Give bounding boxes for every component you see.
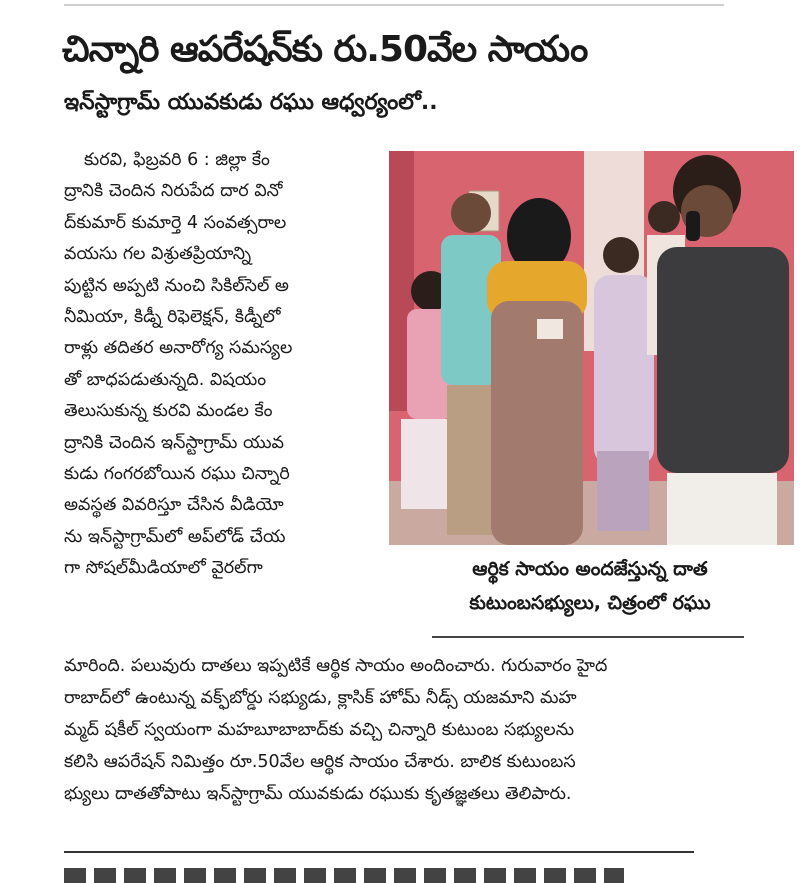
caption-line: కుటుంబసభ్యులు, చిత్రంలో రఘు	[469, 592, 711, 614]
top-divider	[64, 4, 724, 6]
article-column-text	[64, 145, 382, 584]
caption-line: ఆర్థిక సాయం అందజేస్తున్న దాత	[472, 558, 708, 580]
body-line: ద్రానికి చెందిన నిరుపేద దార వినో	[64, 181, 283, 202]
photo-caption	[400, 552, 780, 620]
body-line: తెలుసుకున్న కురవి మండల కేం	[64, 401, 273, 422]
subheadline: ఇన్‌స్టాగ్రామ్ యువకుడు రఘు ఆధ్వర్యంలో..	[64, 90, 438, 115]
body-line: పుట్టిన అప్పటి నుంచి సికిల్‌సెల్ అ	[64, 275, 289, 296]
headline: చిన్నారి ఆపరేషన్‌కు రు.50వేల సాయం	[62, 29, 588, 70]
photo-illustration	[389, 151, 794, 545]
body-line: కుడు గంగరబోయిన రఘు చిన్నారి	[64, 463, 290, 484]
body-line: భ్యులు దాతతోపాటు ఇన్‌స్టాగ్రామ్ యువకుడు రఘుకు కృతజ్ఞతలు తెలిపారు.	[64, 784, 572, 804]
body-line: మారింది. పలువురు దాతలు ఇప్పటికే ఆర్థిక సాయం అందించారు. గురువారం హైద	[64, 656, 608, 676]
body-line: రాళ్లు తదితర అనారోగ్య సమస్యల	[64, 338, 293, 359]
body-line: కురవి, ఫిబ్రవరి 6 : జిల్లా కేం	[84, 150, 270, 170]
body-line: కలిసి ఆపరేషన్ నిమిత్తం రూ.50వేల ఆర్థిక సాయం చేశారు. బాలిక కుటుంబస	[64, 752, 576, 772]
body-line: ద్‌కుమార్ కుమార్తె 4 సంవత్సరాల	[64, 212, 287, 233]
body-line: అవస్థత వివరిస్తూ చేసిన వీడియో	[64, 495, 284, 516]
body-line: ను ఇన్‌స్టాగ్రామ్‌లో అప్‌లోడ్ చేయ	[64, 526, 286, 547]
article-wide-text	[64, 650, 776, 810]
next-article-cropped-heading	[64, 868, 624, 883]
caption-divider	[432, 636, 744, 638]
body-line: గా సోషల్‌మీడియాలో వైరల్‌గా	[64, 558, 263, 579]
body-line: నీమియా, కిడ్నీ రిఫెలెక్షన్, కిడ్నీలో	[64, 306, 281, 327]
body-line: రాబాద్‌లో ఉంటున్న వక్ఫ్‌బోర్డు సభ్యుడు, క్లాసిక్ హోమ్ నీడ్స్ యజమాని మహ	[64, 688, 577, 708]
body-line: ద్రానికి చెందిన ఇన్‌స్టాగ్రామ్ యువ	[64, 432, 284, 453]
body-line: తో బాధపడుతున్నది. విషయం	[64, 369, 267, 390]
bottom-divider	[64, 851, 694, 853]
body-line: వయసు గల విశ్రుతప్రియాన్ని	[64, 244, 252, 265]
news-photo	[389, 151, 794, 545]
body-line: మ్మద్ షకీల్ స్వయంగా మహబూబాబాద్‌కు వచ్చి చిన్నారి కుటుంబ సభ్యులను	[64, 720, 575, 740]
